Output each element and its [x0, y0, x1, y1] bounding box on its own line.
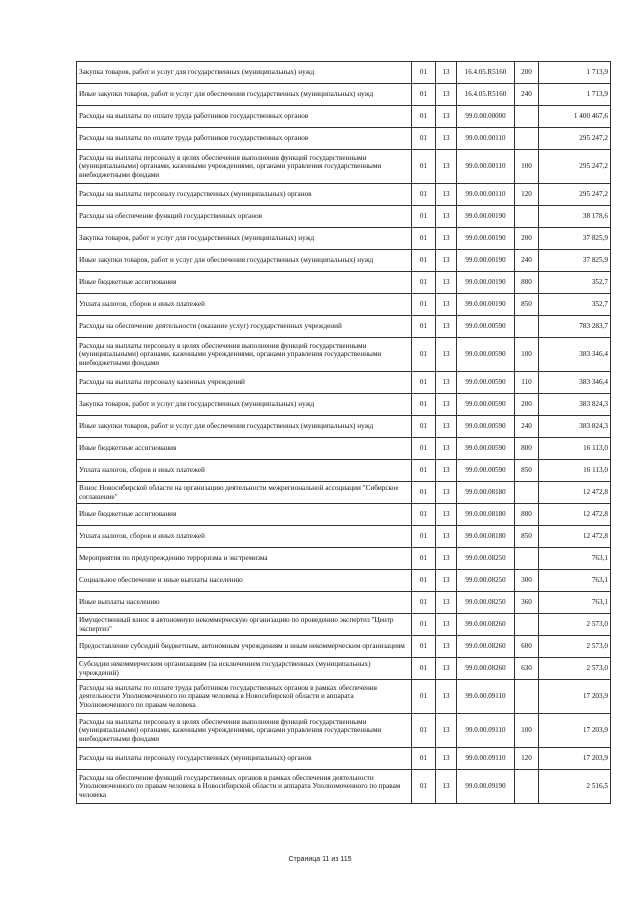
- target-article-cell: 99.0.00.08260: [457, 636, 515, 658]
- expense-type-cell: [515, 614, 539, 636]
- expense-type-cell: 200: [515, 394, 539, 416]
- amount-cell: 12 472,8: [539, 526, 611, 548]
- expense-type-cell: 600: [515, 636, 539, 658]
- subsection-code-cell: 13: [436, 526, 457, 548]
- target-article-cell: 99.0.00.00590: [457, 460, 515, 482]
- section-code-cell: 01: [412, 658, 436, 680]
- expense-type-cell: 100: [515, 338, 539, 372]
- amount-cell: 16 113,0: [539, 438, 611, 460]
- budget-table-body: [77, 62, 611, 804]
- table-row: [77, 84, 611, 106]
- section-code-cell: 01: [412, 748, 436, 770]
- section-code-cell: 01: [412, 482, 436, 504]
- table-row: [77, 128, 611, 150]
- subsection-code-cell: 13: [436, 438, 457, 460]
- section-code-cell: 01: [412, 250, 436, 272]
- table-row: [77, 372, 611, 394]
- amount-cell: 17 203,9: [539, 680, 611, 714]
- expense-name-cell: Иные закупки товаров, работ и услуг для обеспечения государственных (муниципальных) нужд: [77, 250, 412, 272]
- target-article-cell: 99.0.00.08180: [457, 526, 515, 548]
- table-row: [77, 184, 611, 206]
- expense-name-cell: Уплата налогов, сборов и иных платежей: [77, 294, 412, 316]
- amount-cell: 763,1: [539, 592, 611, 614]
- target-article-cell: 99.0.00.00190: [457, 206, 515, 228]
- table-row: [77, 294, 611, 316]
- subsection-code-cell: 13: [436, 416, 457, 438]
- target-article-cell: 99.0.00.00190: [457, 294, 515, 316]
- expense-type-cell: 200: [515, 62, 539, 84]
- target-article-cell: 99.0.00.00190: [457, 228, 515, 250]
- target-article-cell: 99.0.00.00190: [457, 250, 515, 272]
- amount-cell: 17 203,9: [539, 748, 611, 770]
- section-code-cell: 01: [412, 548, 436, 570]
- subsection-code-cell: 13: [436, 460, 457, 482]
- amount-cell: 37 825,9: [539, 228, 611, 250]
- target-article-cell: 99.0.00.09110: [457, 680, 515, 714]
- target-article-cell: 99.0.00.09110: [457, 748, 515, 770]
- expense-name-cell: Иные бюджетные ассигнования: [77, 504, 412, 526]
- expense-name-cell: Иные закупки товаров, работ и услуг для обеспечения государственных (муниципальных) нужд: [77, 84, 412, 106]
- section-code-cell: 01: [412, 526, 436, 548]
- amount-cell: 383 824,3: [539, 394, 611, 416]
- amount-cell: 38 178,6: [539, 206, 611, 228]
- expense-type-cell: 850: [515, 526, 539, 548]
- expense-name-cell: Расходы на обеспечение функций государственных органов: [77, 206, 412, 228]
- section-code-cell: 01: [412, 184, 436, 206]
- target-article-cell: 99.0.00.08250: [457, 570, 515, 592]
- target-article-cell: 99.0.00.08180: [457, 504, 515, 526]
- expense-name-cell: Расходы на выплаты персоналу в целях обеспечения выполнения функций государственными (муниципальными) органами, казенными учреждениями, органами управления государственными внебюджетными фондами: [77, 338, 412, 372]
- table-row: [77, 150, 611, 184]
- section-code-cell: 01: [412, 62, 436, 84]
- amount-cell: 2 516,5: [539, 770, 611, 804]
- table-row: [77, 250, 611, 272]
- subsection-code-cell: 13: [436, 614, 457, 636]
- amount-cell: 352,7: [539, 294, 611, 316]
- table-row: [77, 460, 611, 482]
- subsection-code-cell: 13: [436, 150, 457, 184]
- expense-name-cell: Иные бюджетные ассигнования: [77, 272, 412, 294]
- table-row: [77, 658, 611, 680]
- table-row: [77, 548, 611, 570]
- expense-name-cell: Иные выплаты населению: [77, 592, 412, 614]
- expense-type-cell: [515, 316, 539, 338]
- expense-name-cell: Закупка товаров, работ и услуг для государственных (муниципальных) нужд: [77, 394, 412, 416]
- target-article-cell: 99.0.00.08250: [457, 548, 515, 570]
- amount-cell: 1 713,9: [539, 84, 611, 106]
- section-code-cell: 01: [412, 460, 436, 482]
- expense-type-cell: [515, 206, 539, 228]
- section-code-cell: 01: [412, 504, 436, 526]
- section-code-cell: 01: [412, 272, 436, 294]
- table-row: [77, 482, 611, 504]
- section-code-cell: 01: [412, 592, 436, 614]
- expense-type-cell: 800: [515, 272, 539, 294]
- subsection-code-cell: 13: [436, 482, 457, 504]
- section-code-cell: 01: [412, 338, 436, 372]
- table-row: [77, 416, 611, 438]
- target-article-cell: 99.0.00.08180: [457, 482, 515, 504]
- expense-name-cell: Расходы на выплаты по оплате труда работников государственных органов: [77, 128, 412, 150]
- target-article-cell: 99.0.00.08260: [457, 614, 515, 636]
- subsection-code-cell: 13: [436, 748, 457, 770]
- expense-type-cell: 100: [515, 714, 539, 748]
- section-code-cell: 01: [412, 372, 436, 394]
- section-code-cell: 01: [412, 680, 436, 714]
- expense-type-cell: 630: [515, 658, 539, 680]
- expense-type-cell: [515, 680, 539, 714]
- amount-cell: 12 472,8: [539, 482, 611, 504]
- table-row: [77, 62, 611, 84]
- section-code-cell: 01: [412, 294, 436, 316]
- target-article-cell: 99.0.00.00590: [457, 316, 515, 338]
- amount-cell: 763,1: [539, 548, 611, 570]
- expense-type-cell: [515, 770, 539, 804]
- target-article-cell: 99.0.00.00590: [457, 372, 515, 394]
- table-row: [77, 592, 611, 614]
- target-article-cell: 99.0.00.08260: [457, 658, 515, 680]
- subsection-code-cell: 13: [436, 228, 457, 250]
- subsection-code-cell: 13: [436, 570, 457, 592]
- table-row: [77, 570, 611, 592]
- subsection-code-cell: 13: [436, 338, 457, 372]
- expense-name-cell: Взнос Новосибирской области на организацию деятельности межрегиональной ассоциации "Сибирское соглашение": [77, 482, 412, 504]
- section-code-cell: 01: [412, 228, 436, 250]
- amount-cell: 2 573,0: [539, 636, 611, 658]
- expense-name-cell: Социальное обеспечение и иные выплаты населению: [77, 570, 412, 592]
- target-article-cell: 16.4.05.R5160: [457, 84, 515, 106]
- expense-type-cell: 120: [515, 748, 539, 770]
- subsection-code-cell: 13: [436, 714, 457, 748]
- expense-name-cell: Расходы на выплаты персоналу в целях обеспечения выполнения функций государственными (муниципальными) органами, казенными учреждениями, органами управления государственными внебюджетными фондами: [77, 714, 412, 748]
- expense-name-cell: Иные бюджетные ассигнования: [77, 438, 412, 460]
- expense-type-cell: [515, 106, 539, 128]
- table-row: [77, 272, 611, 294]
- target-article-cell: 99.0.00.00590: [457, 416, 515, 438]
- subsection-code-cell: 13: [436, 592, 457, 614]
- expense-name-cell: Уплата налогов, сборов и иных платежей: [77, 526, 412, 548]
- target-article-cell: 99.0.00.00110: [457, 184, 515, 206]
- expense-type-cell: 110: [515, 372, 539, 394]
- amount-cell: 763,1: [539, 570, 611, 592]
- target-article-cell: 99.0.00.00110: [457, 128, 515, 150]
- target-article-cell: 99.0.00.00590: [457, 438, 515, 460]
- expense-name-cell: Расходы на выплаты по оплате труда работников государственных органов: [77, 106, 412, 128]
- expense-type-cell: 360: [515, 592, 539, 614]
- expense-type-cell: 850: [515, 460, 539, 482]
- subsection-code-cell: 13: [436, 770, 457, 804]
- section-code-cell: 01: [412, 770, 436, 804]
- section-code-cell: 01: [412, 614, 436, 636]
- subsection-code-cell: 13: [436, 250, 457, 272]
- expense-name-cell: Имущественный взнос в автономную некоммерческую организацию по проведению экспертиз "Центр экспертиз": [77, 614, 412, 636]
- subsection-code-cell: 13: [436, 128, 457, 150]
- section-code-cell: 01: [412, 84, 436, 106]
- amount-cell: 17 203,9: [539, 714, 611, 748]
- section-code-cell: 01: [412, 570, 436, 592]
- table-row: [77, 504, 611, 526]
- amount-cell: 1 400 467,6: [539, 106, 611, 128]
- section-code-cell: 01: [412, 150, 436, 184]
- subsection-code-cell: 13: [436, 272, 457, 294]
- section-code-cell: 01: [412, 438, 436, 460]
- expense-type-cell: [515, 548, 539, 570]
- subsection-code-cell: 13: [436, 316, 457, 338]
- table-row: [77, 228, 611, 250]
- expense-name-cell: Расходы на обеспечение функций государственных органов в рамках обеспечения деятельности Уполномоченного по правам человека в Новосибирской области и аппарата Уполномоченного по правам человека: [77, 770, 412, 804]
- subsection-code-cell: 13: [436, 548, 457, 570]
- target-article-cell: 99.0.00.00000: [457, 106, 515, 128]
- amount-cell: 383 346,4: [539, 338, 611, 372]
- amount-cell: 295 247,2: [539, 128, 611, 150]
- expense-type-cell: 100: [515, 150, 539, 184]
- expense-name-cell: Уплата налогов, сборов и иных платежей: [77, 460, 412, 482]
- target-article-cell: 16.4.05.R5160: [457, 62, 515, 84]
- amount-cell: 12 472,8: [539, 504, 611, 526]
- table-row: [77, 206, 611, 228]
- table-row: [77, 636, 611, 658]
- expense-name-cell: Расходы на выплаты персоналу казенных учреждений: [77, 372, 412, 394]
- table-row: [77, 394, 611, 416]
- subsection-code-cell: 13: [436, 294, 457, 316]
- expense-name-cell: Мероприятия по предупреждению терроризма и экстремизма: [77, 548, 412, 570]
- amount-cell: 352,7: [539, 272, 611, 294]
- amount-cell: 2 573,0: [539, 658, 611, 680]
- expense-name-cell: Закупка товаров, работ и услуг для государственных (муниципальных) нужд: [77, 62, 412, 84]
- subsection-code-cell: 13: [436, 62, 457, 84]
- subsection-code-cell: 13: [436, 636, 457, 658]
- expense-name-cell: Иные закупки товаров, работ и услуг для обеспечения государственных (муниципальных) нужд: [77, 416, 412, 438]
- expense-type-cell: 240: [515, 416, 539, 438]
- subsection-code-cell: 13: [436, 504, 457, 526]
- amount-cell: 383 346,4: [539, 372, 611, 394]
- table-row: [77, 770, 611, 804]
- expense-type-cell: 800: [515, 504, 539, 526]
- target-article-cell: 99.0.00.09190: [457, 770, 515, 804]
- expense-name-cell: Расходы на выплаты персоналу в целях обеспечения выполнения функций государственными (муниципальными) органами, казенными учреждениями, органами управления государственными внебюджетными фондами: [77, 150, 412, 184]
- target-article-cell: 99.0.00.00110: [457, 150, 515, 184]
- section-code-cell: 01: [412, 394, 436, 416]
- page-number-footer: Страница 11 из 115: [288, 856, 352, 863]
- expense-type-cell: 240: [515, 250, 539, 272]
- subsection-code-cell: 13: [436, 84, 457, 106]
- subsection-code-cell: 13: [436, 658, 457, 680]
- subsection-code-cell: 13: [436, 184, 457, 206]
- expense-name-cell: Расходы на обеспечение деятельности (оказание услуг) государственных учреждений: [77, 316, 412, 338]
- target-article-cell: 99.0.00.00590: [457, 394, 515, 416]
- expense-name-cell: Расходы на выплаты по оплате труда работников государственных органов в рамках обеспечения деятельности Уполномоченного по правам человека в Новосибирской области и аппарата Уполномоченного по правам человека: [77, 680, 412, 714]
- section-code-cell: 01: [412, 316, 436, 338]
- expense-type-cell: [515, 482, 539, 504]
- amount-cell: 1 713,9: [539, 62, 611, 84]
- table-row: [77, 106, 611, 128]
- expense-type-cell: 200: [515, 228, 539, 250]
- subsection-code-cell: 13: [436, 206, 457, 228]
- expense-type-cell: 300: [515, 570, 539, 592]
- table-row: [77, 316, 611, 338]
- subsection-code-cell: 13: [436, 106, 457, 128]
- target-article-cell: 99.0.00.08250: [457, 592, 515, 614]
- target-article-cell: 99.0.00.00590: [457, 338, 515, 372]
- table-row: [77, 338, 611, 372]
- amount-cell: 295 247,2: [539, 150, 611, 184]
- expense-name-cell: Предоставление субсидий бюджетным, автономным учреждениям и иным некоммерческим организациям: [77, 636, 412, 658]
- subsection-code-cell: 13: [436, 394, 457, 416]
- expense-name-cell: Расходы на выплаты персоналу государственных (муниципальных) органов: [77, 748, 412, 770]
- subsection-code-cell: 13: [436, 372, 457, 394]
- table-row: [77, 714, 611, 748]
- expense-name-cell: Расходы на выплаты персоналу государственных (муниципальных) органов: [77, 184, 412, 206]
- expense-type-cell: [515, 128, 539, 150]
- subsection-code-cell: 13: [436, 680, 457, 714]
- amount-cell: 2 573,0: [539, 614, 611, 636]
- expense-type-cell: 850: [515, 294, 539, 316]
- section-code-cell: 01: [412, 128, 436, 150]
- amount-cell: 16 113,0: [539, 460, 611, 482]
- section-code-cell: 01: [412, 714, 436, 748]
- section-code-cell: 01: [412, 206, 436, 228]
- section-code-cell: 01: [412, 416, 436, 438]
- table-row: [77, 614, 611, 636]
- section-code-cell: 01: [412, 106, 436, 128]
- table-row: [77, 526, 611, 548]
- expense-type-cell: 120: [515, 184, 539, 206]
- expense-type-cell: 240: [515, 84, 539, 106]
- expense-type-cell: 800: [515, 438, 539, 460]
- amount-cell: 37 825,9: [539, 250, 611, 272]
- table-row: [77, 680, 611, 714]
- amount-cell: 295 247,2: [539, 184, 611, 206]
- amount-cell: 383 824,3: [539, 416, 611, 438]
- expense-name-cell: Закупка товаров, работ и услуг для государственных (муниципальных) нужд: [77, 228, 412, 250]
- table-row: [77, 438, 611, 460]
- expense-name-cell: Субсидии некоммерческим организациям (за исключением государственных (муниципальных) учреждений): [77, 658, 412, 680]
- target-article-cell: 99.0.00.09110: [457, 714, 515, 748]
- budget-table: [76, 61, 611, 804]
- target-article-cell: 99.0.00.00190: [457, 272, 515, 294]
- section-code-cell: 01: [412, 636, 436, 658]
- amount-cell: 783 283,7: [539, 316, 611, 338]
- table-row: [77, 748, 611, 770]
